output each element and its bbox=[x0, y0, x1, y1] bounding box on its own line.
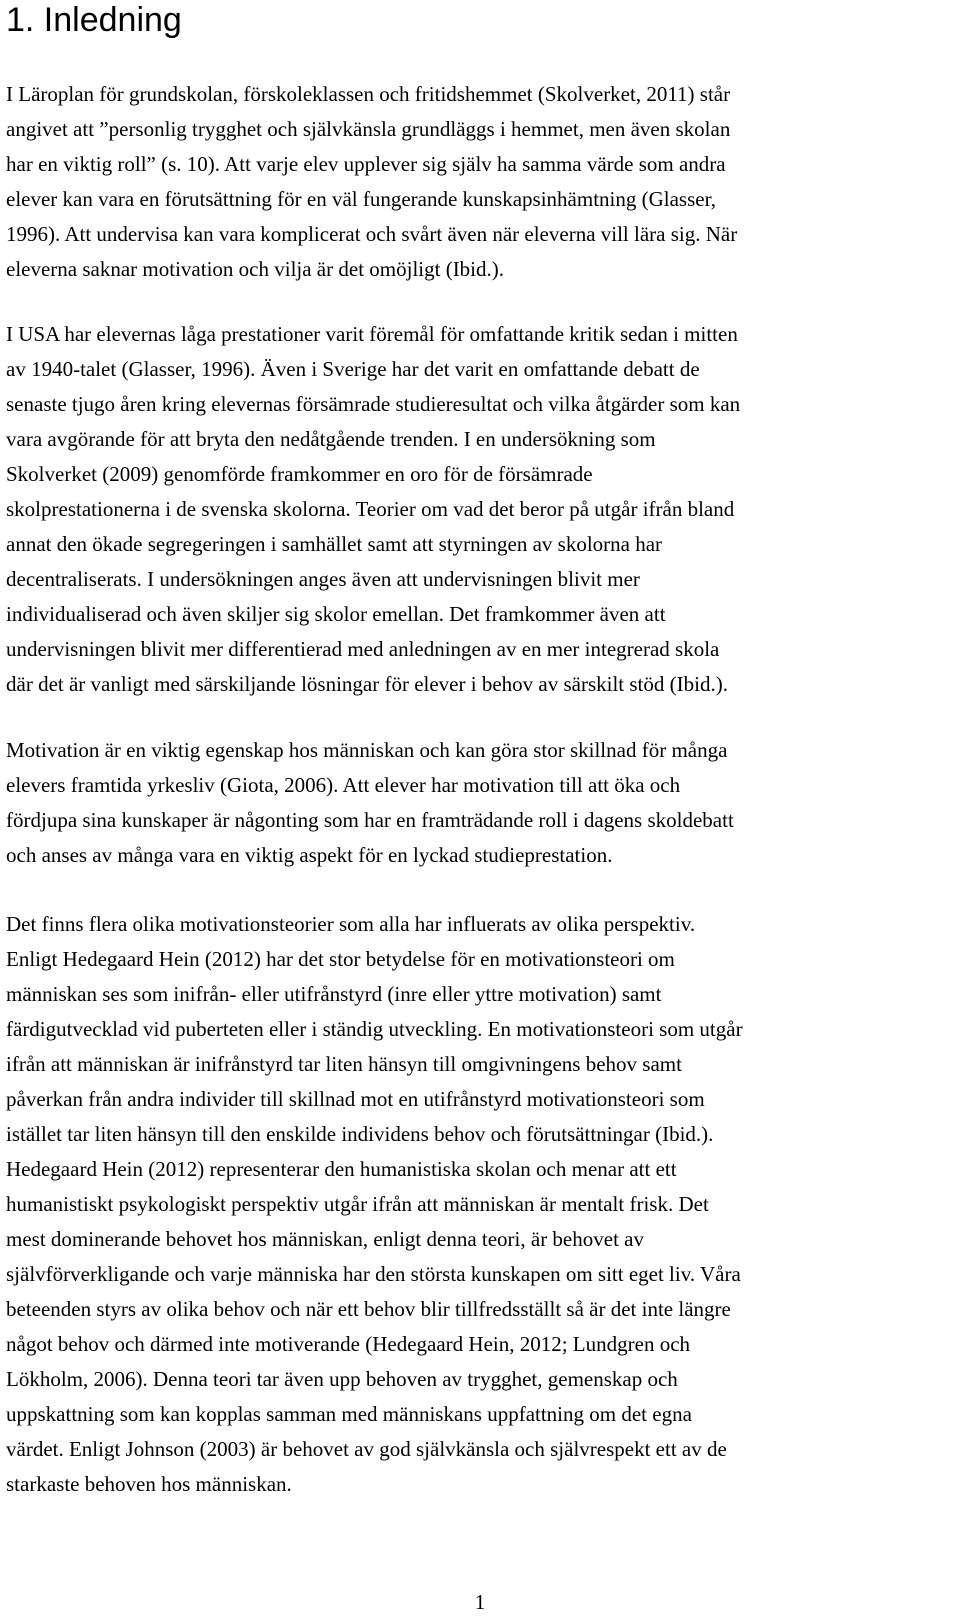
text-line: I Läroplan för grundskolan, förskoleklassen och fritidshemmet (Skolverket, 2011) står bbox=[6, 82, 731, 106]
text-line: istället tar liten hänsyn till den enskilde individens behov och förutsättningar (Ibid.). bbox=[6, 1122, 714, 1146]
text-line: där det är vanligt med särskiljande lösningar för elever i behov av särskilt stöd (Ibid.). bbox=[6, 672, 728, 696]
text-line: Motivation är en viktig egenskap hos människan och kan göra stor skillnad för många bbox=[6, 738, 728, 762]
text-line: individualiserad och även skiljer sig skolor emellan. Det framkommer även att bbox=[6, 602, 666, 626]
text-line: elevers framtida yrkesliv (Giota, 2006). Att elever har motivation till att öka och bbox=[6, 773, 681, 797]
text-line: har en viktig roll” (s. 10). Att varje elev upplever sig själv ha samma värde som andra bbox=[6, 152, 726, 176]
text-line: angivet att ”personlig trygghet och självkänsla grundläggs i hemmet, men även skolan bbox=[6, 117, 731, 141]
text-line: humanistiskt psykologiskt perspektiv utgår ifrån att människan är mentalt frisk. Det bbox=[6, 1192, 709, 1216]
text-line: människan ses som inifrån- eller utifrånstyrd (inre eller yttre motivation) samt bbox=[6, 982, 662, 1006]
text-line: Lökholm, 2006). Denna teori tar även upp behoven av trygghet, gemenskap och bbox=[6, 1367, 678, 1391]
paragraph bbox=[6, 317, 740, 702]
text-line: Enligt Hedegaard Hein (2012) har det stor betydelse för en motivationsteori om bbox=[6, 947, 675, 971]
text-line: decentraliserats. I undersökningen anges även att undervisningen blivit mer bbox=[6, 567, 640, 591]
text-line: ifrån att människan är inifrånstyrd tar liten hänsyn till omgivningens behov samt bbox=[6, 1052, 682, 1076]
paragraph bbox=[6, 733, 734, 873]
text-line: uppskattning som kan kopplas samman med människans uppfattning om det egna bbox=[6, 1402, 692, 1426]
text-line: Skolverket (2009) genomförde framkommer en oro för de försämrade bbox=[6, 462, 593, 486]
text-line: I USA har elevernas låga prestationer varit föremål för omfattande kritik sedan i mitten bbox=[6, 322, 738, 346]
text-line: självförverkligande och varje människa har den största kunskapen om sitt eget liv. Våra bbox=[6, 1262, 741, 1286]
paragraph bbox=[6, 907, 743, 1502]
text-line: senaste tjugo åren kring elevernas försämrade studieresultat och vilka åtgärder som kan bbox=[6, 392, 741, 416]
text-line: eleverna saknar motivation och vilja är det omöjligt (Ibid.). bbox=[6, 257, 505, 281]
text-line: elever kan vara en förutsättning för en väl fungerande kunskapsinhämtning (Glasser, bbox=[6, 187, 717, 211]
text-line: skolprestationerna i de svenska skolorna. Teorier om vad det beror på utgår ifrån bland bbox=[6, 497, 735, 521]
text-line: påverkan från andra individer till skillnad mot en utifrånstyrd motivationsteori som bbox=[6, 1087, 705, 1111]
page-number: 1 bbox=[474, 1590, 486, 1614]
text-line: och anses av många vara en viktig aspekt för en lyckad studieprestation. bbox=[6, 843, 613, 867]
text-line: Det finns flera olika motivationsteorier som alla har influerats av olika perspektiv. bbox=[6, 912, 696, 936]
text-line: något behov och därmed inte motiverande (Hedegaard Hein, 2012; Lundgren och bbox=[6, 1332, 691, 1356]
text-line: annat den ökade segregeringen i samhället samt att styrningen av skolorna har bbox=[6, 532, 663, 556]
text-line: mest dominerande behovet hos människan, enligt denna teori, är behovet av bbox=[6, 1227, 644, 1251]
paragraph bbox=[6, 77, 737, 287]
text-line: vara avgörande för att bryta den nedåtgående trenden. I en undersökning som bbox=[6, 427, 656, 451]
text-line: starkaste behoven hos människan. bbox=[6, 1472, 292, 1496]
section-heading: 1. Inledning bbox=[6, 1, 182, 39]
text-line: färdigutvecklad vid puberteten eller i ständig utveckling. En motivationsteori som utgår bbox=[6, 1017, 743, 1041]
text-line: värdet. Enligt Johnson (2003) är behovet av god självkänsla och självrespekt ett av de bbox=[6, 1437, 727, 1461]
text-line: fördjupa sina kunskaper är någonting som har en framträdande roll i dagens skoldebatt bbox=[6, 808, 734, 832]
text-line: undervisningen blivit mer differentierad med anledningen av en mer integrerad skola bbox=[6, 637, 720, 661]
text-line: beteenden styrs av olika behov och när ett behov blir tillfredsställt så är det inte längre bbox=[6, 1297, 731, 1321]
text-line: Hedegaard Hein (2012) representerar den humanistiska skolan och menar att ett bbox=[6, 1157, 677, 1181]
text-line: av 1940-talet (Glasser, 1996). Även i Sverige har det varit en omfattande debatt de bbox=[6, 357, 700, 381]
text-line: 1996). Att undervisa kan vara komplicerat och svårt även när eleverna vill lära sig. När bbox=[6, 222, 738, 246]
